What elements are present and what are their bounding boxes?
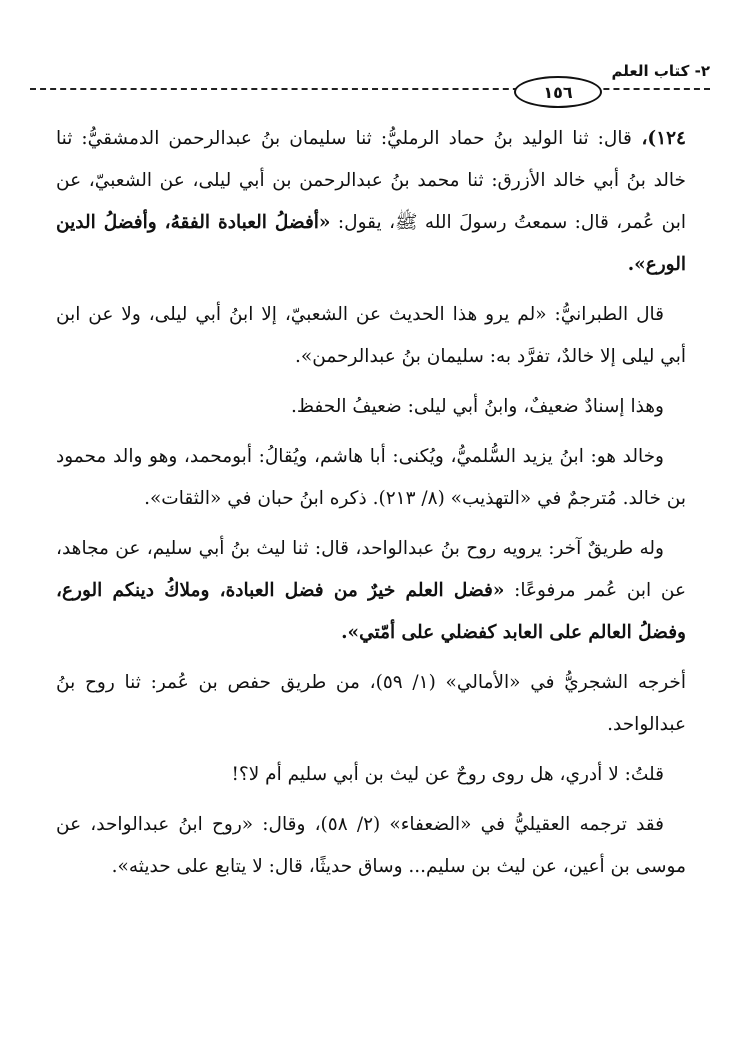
section-title: ٢- كتاب العلم — [611, 62, 710, 80]
shajari-takhrij: أخرجه الشجريُّ في «الأمالي» (١/ ٥٩)، من طريق حفص بن عُمر: ثنا روح بنُ عبدالواحد. — [56, 672, 686, 735]
hadith-isnad: قال: ثنا الوليد بنُ حماد الرمليُّ: ثنا سليمان بنُ عبدالرحمن الدمشقيُّ: ثنا خالد بنُ أبي خالد الأزرق: ثنا محمد بنُ عبدالرحمن بن أبي ليلى، عن الشعبيّ، عن ابن عُمر، قال: سمعتُ رسولَ الله ﷺ، يقول: — [56, 128, 686, 233]
uqayli-note: فقد ترجمه العقيليُّ في «الضعفاء» (٢/ ٥٨)، وقال: «روح ابنُ عبدالواحد، عن موسى بن أعين، عن ليث بن سليم... وساق حديثًا، قال: لا يتابع على حديثه». — [56, 814, 686, 877]
isnad-grade: وهذا إسنادٌ ضعيفٌ، وابنُ أبي ليلى: ضعيفُ الحفظ. — [290, 396, 664, 417]
author-remark: قلتُ: لا أدري، هل روى روحٌ عن ليث بن أبي سليم أم لا؟! — [231, 764, 664, 785]
page-number: ١٥٦ — [514, 76, 602, 108]
hadith-124 — [56, 118, 686, 286]
header-rule — [30, 88, 710, 90]
tabarani-comment: قال الطبرانيُّ: «لم يرو هذا الحديث عن الشعبيّ، إلا ابنُ أبي ليلى، ولا عن ابن أبي ليلى إلا خالدٌ، تفرَّد به: سليمان بنُ عبدالرحمن». — [56, 304, 686, 367]
hadith-number: ١٢٤)، — [631, 128, 686, 149]
route-matn: «فضل العلم خيرٌ من فضل العبادة، وملاكُ دينكم الورع، وفضلُ العالم على العابد كفضلي على أمّتي». — [56, 580, 686, 643]
hadith-matn: «أفضلُ العبادة الفقهُ، وأفضلُ الدين الورع». — [56, 212, 686, 275]
page-header — [30, 62, 710, 102]
another-route — [56, 528, 686, 654]
route-isnad: وله طريقٌ آخر: يرويه روح بنُ عبدالواحد، قال: ثنا ليث بنُ أبي سليم، عن مجاهد، عن ابن عُمر مرفوعًا: — [56, 538, 687, 601]
page-body — [56, 118, 686, 896]
narrator-note: وخالد هو: ابنُ يزيد السُّلميُّ، ويُكنى: أبا هاشم، ويُقالُ: أبومحمد، وهو والد محمود بن خالد. مُترجمٌ في «التهذيب» (٨/ ٢١٣). ذكره ابنُ حبان في «الثقات». — [56, 446, 686, 509]
